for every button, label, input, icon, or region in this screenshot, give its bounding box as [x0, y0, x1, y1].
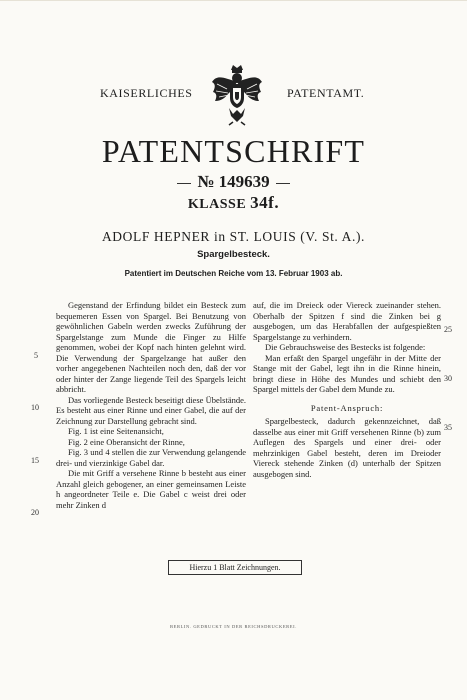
line-number: 5 [34, 351, 38, 360]
office-right-text: PATENTAMT. [287, 86, 365, 100]
paragraph: Gegenstand der Erfindung bildet ein Besteck zum bequemeren Essen von Spargel. Bei Benutzung von gewöhnlichen Gabeln werden zwecks Zuführung der Spargelstange zum Munde die Finger zu Hilfe genommen, wobei der Kopf nach hinten gelehnt wird. Die Verwendung der Spargelzange hat außer den vorher angegebenen Nachteilen noch den, daß der vor oder hinter der Zange liegende Teil des Spargels leicht abbricht. [56, 300, 246, 394]
patent-number: № 149639 [197, 172, 270, 191]
document-title: PATENTSCHRIFT [101, 133, 366, 169]
line-number: 35 [444, 423, 452, 432]
klasse-line [0, 193, 467, 213]
line-number: 25 [444, 325, 452, 334]
line-number: 30 [444, 374, 452, 383]
line-number: 10 [31, 403, 39, 412]
claim-heading: Patent-Anspruch: [310, 402, 384, 413]
figure-caption: Fig. 3 und 4 stellen die zur Verwendung gelangende drei- und vierzinkige Gabel dar. [56, 447, 246, 468]
left-rule [177, 183, 191, 184]
klasse-value: 34f. [250, 193, 280, 212]
inventor-line: ADOLF HEPNER in ST. LOUIS (V. St. A.). [101, 229, 366, 244]
paragraph: auf, die im Dreieck oder Viereck zueinander stehen. Oberhalb der Spitzen f sind die Zinken bei g ausgebogen, um das Herabfallen der aufgespießten Spargelstange zu verhindern. [253, 300, 441, 342]
right-rule [276, 183, 290, 184]
claim-text: Spargelbesteck, dadurch gekennzeichnet, daß dasselbe aus einer mit Griff versehenen Rinne (b) zum Auflegen des Spargels und einer drei- oder mehrzinkigen Gabel besteht, deren im Dreioder Viereck stehende Zinken (d) unterhalb der Spitzen ausgebogen sind. [253, 416, 441, 479]
patent-number-line [0, 172, 467, 192]
line-number: 20 [31, 508, 39, 517]
line-number: 15 [31, 456, 39, 465]
printer-imprint: BERLIN. GEDRUCKT IN DER REICHSDRUCKEREI. [170, 624, 297, 629]
drawings-note-box: Hierzu 1 Blatt Zeichnungen. [168, 560, 302, 575]
office-left-text: KAISERLICHES [100, 86, 193, 100]
paragraph: Die mit Griff a versehene Rinne b besteht aus einer Anzahl gleich gebogener, an einer gemeinsamen Leiste h angeordneter Teile e. Die Gabel c weist drei oder mehr Zinken d [56, 468, 246, 510]
klasse-label: KLASSE [187, 197, 247, 212]
patent-date-line: Patentiert im Deutschen Reiche vom 13. Februar 1903 ab. [124, 269, 343, 278]
paragraph: Man erfaßt den Spargel ungefähr in der Mitte der Stange mit der Gabel, legt ihn in die Rinne hinein, bringt diese in Höhe des Mundes und schiebt den Spargel mittels der Gabel dem Munde zu. [253, 352, 441, 394]
figure-caption: Fig. 1 ist eine Seitenansicht, [68, 426, 164, 436]
left-text-column [56, 300, 246, 510]
paragraph: Die Gebrauchsweise des Bestecks ist folgende: [265, 342, 426, 352]
scan-edge [0, 0, 467, 1]
invention-title: Spargelbesteck. [197, 249, 270, 260]
right-text-column [253, 300, 441, 479]
figure-caption: Fig. 2 eine Oberansicht der Rinne, [68, 436, 185, 447]
imperial-eagle-emblem [211, 64, 263, 126]
paragraph: Das vorliegende Besteck beseitigt diese Übelstände. Es besteht aus einer Rinne und einer Gabel, die auf der Zeichnung zur Darstellung gebracht sind. [56, 394, 246, 426]
